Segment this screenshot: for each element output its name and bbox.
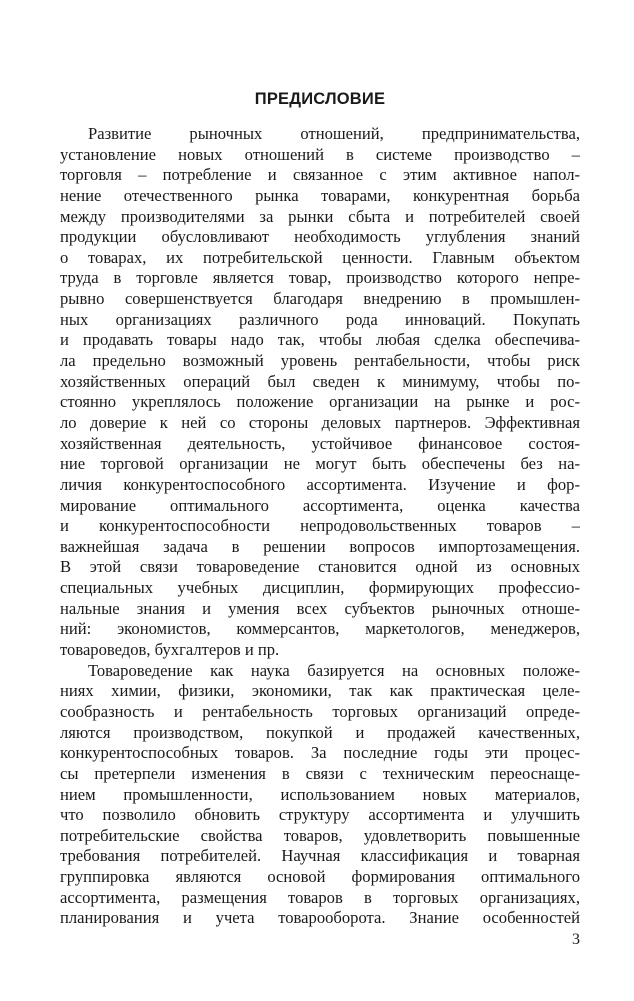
text-line: сы претерпели изменения в связи с техническим переоснаще- [60, 763, 580, 783]
text-line: Товароведение как наука базируется на основных положе- [88, 660, 580, 680]
text-line: труда в торговле является товар, производство которого непре- [60, 268, 580, 288]
text-line: установление новых отношений в системе производство – [60, 144, 580, 164]
text-line: ла предельно возможный уровень рентабельности, чтобы риск [60, 351, 580, 371]
text-line: рывно совершенствуется благодаря внедрению в промышлен- [60, 289, 580, 309]
text-line: группировка являются основой формирования оптимального [60, 867, 580, 887]
text-line: мирование оптимального ассортимента, оценка качества [60, 495, 580, 515]
text-line: В этой связи товароведение становится одной из основных [60, 557, 580, 577]
text-line: ассортимента, размещения товаров в торговых организациях, [60, 887, 580, 907]
body-text [60, 124, 580, 929]
text-line: нием промышленности, использованием новых материалов, [60, 784, 580, 804]
text-line: сообразность и рентабельность торговых организаций опреде- [60, 701, 580, 721]
text-line: и продавать товары надо так, чтобы любая сделка обеспечива- [60, 330, 580, 350]
text-line: нение отечественного рынка товарами, конкурентная борьба [60, 185, 580, 205]
text-line: Развитие рыночных отношений, предпринимательства, [88, 124, 580, 143]
text-line: потребительские свойства товаров, удовлетворить повышенные [60, 825, 580, 845]
paragraph-1 [60, 124, 580, 661]
text-line: ниях химии, физики, экономики, так как практическая целе- [60, 681, 580, 701]
page-number: 3 [572, 931, 580, 948]
text-line: конкурентоспособных товаров. За последние годы эти процес- [60, 743, 580, 763]
text-line: ний: экономистов, коммерсантов, маркетологов, менеджеров, [60, 619, 580, 639]
text-line: ло доверие к ней со стороны деловых партнеров. Эффективная [60, 412, 580, 432]
text-line: нальные знания и умения всех субъектов рыночных отноше- [60, 598, 580, 618]
text-line: о товарах, их потребительской ценности. Главным объектом [60, 247, 580, 267]
text-line: ние торговой организации не могут быть обеспечены без на- [60, 454, 580, 474]
text-line: личия конкурентоспособного ассортимента. Изучение и фор- [60, 474, 580, 494]
text-line: и конкурентоспособности непродовольственных товаров – [60, 516, 580, 536]
text-line: хозяйственная деятельность, устойчивое финансовое состоя- [60, 433, 580, 453]
text-line: требования потребителей. Научная классификация и товарная [60, 846, 580, 866]
text-line: важнейшая задача в решении вопросов импортозамещения. [60, 536, 580, 556]
page-title: ПРЕДИСЛОВИЕ [254, 90, 386, 108]
text-line: продукции обусловливают необходимость углубления знаний [60, 227, 580, 247]
text-line: что позволило обновить структуру ассортимента и улучшить [60, 805, 580, 825]
text-line: стоянно укреплялось положение организации на рынке и рос- [60, 392, 580, 412]
text-line: между производителями за рынки сбыта и потребителей своей [60, 206, 580, 226]
paragraph-2 [60, 661, 580, 929]
text-line: товароведов, бухгалтеров и пр. [60, 640, 280, 660]
text-line: ных организациях различного рода инноваций. Покупать [60, 309, 580, 329]
text-line: планирования и учета товарооборота. Знание особенностей [60, 908, 580, 928]
text-line: специальных учебных дисциплин, формирующих профессио- [60, 578, 580, 598]
text-line: торговля – потребление и связанное с этим активное напол- [60, 165, 580, 185]
text-line: хозяйственных операций был сведен к минимуму, чтобы по- [60, 371, 580, 391]
text-line: ляются производством, покупкой и продажей качественных, [60, 722, 580, 742]
